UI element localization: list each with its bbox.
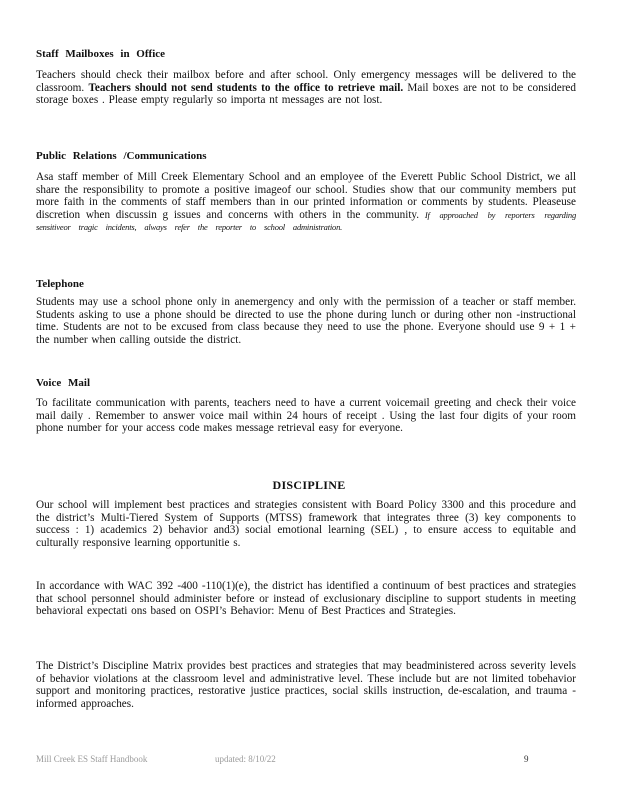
section-telephone: [36, 278, 576, 346]
paragraph-discipline-3: The District’s Discipline Matrix provides best practices and strategies that may beadministered across severity levels of behavior violations at the classroom level and administrative level. These include but are not limited tobehavior support and monitoring practices, restorative justice practices, social skills instruction, de-escalation, and trauma -informed approaches.: [36, 660, 576, 710]
bold-text-segment: Teachers should not send students to the office to retrieve mail.: [88, 81, 404, 94]
section-discipline-matrix: [36, 660, 576, 710]
paragraph-discipline-2: In accordance with WAC 392 -400 -110(1)(e), the district has identified a continuum of best practices and strategies that school personnel should administer before or instead of exclusionary discipline to support students in meeting behavioral expectati ons based on OSPI’s Behavior: Menu of Best Practices and Strategies.: [36, 580, 576, 618]
text-segment: Mail boxes are not to be considered storage boxes . Please empty regularly so importa nt messages are not lost.: [36, 81, 576, 107]
section-discipline-wac: [36, 580, 576, 618]
heading-public-relations: Public Relations /Communications: [36, 150, 207, 162]
section-public-relations: [36, 150, 576, 234]
section-staff-mailboxes: [36, 48, 576, 107]
footer-page-number: 9: [524, 754, 529, 764]
footer-handbook-title: Mill Creek ES Staff Handbook: [36, 754, 148, 764]
heading-discipline: DISCIPLINE: [272, 478, 346, 492]
heading-telephone: Telephone: [36, 278, 84, 290]
paragraph-discipline-1: Our school will implement best practices and strategies consistent with Board Policy 3300 and this procedure and the district’s Multi-Tiered System of Supports (MTSS) framework that integrates three (3) key components to success : 1) academics 2) behavior and3) social emotional learning (SEL) , to ensure access to equitable and culturally responsive learning opportunitie s.: [36, 499, 576, 549]
heading-voice-mail: Voice Mail: [36, 377, 90, 389]
section-voice-mail: [36, 377, 576, 435]
paragraph-telephone: Students may use a school phone only in anemergency and only with the permission of a teacher or staff member. Students asking to use a phone should be directed to use the phone during lunch or during other non -instructional time. Students are not to be excused from class because they need to use the phone. Everyone should use 9 + 1 + the number when calling outside the district.: [36, 296, 576, 346]
footer-updated-date: updated: 8/10/22: [215, 754, 276, 764]
paragraph-voice-mail: To facilitate communication with parents, teachers need to have a current voicemail greeting and check their voice mail daily . Remember to answer voice mail within 24 hours of receipt . Using the last four digits of your room phone number for your access code makes message retrieval easy for everyone.: [36, 397, 576, 435]
text-segment: Teachers should check their mailbox before and after school. Only emergency messages will be delivered to the classroom.: [36, 69, 576, 94]
paragraph-public-relations: [36, 171, 576, 234]
italic-text-segment: If approached by reporters regarding sensitiveor tragic incidents, always refer the reporter to school administration.: [36, 209, 576, 233]
text-segment: Asa staff member of Mill Creek Elementary School and an employee of the Everett Public School District, we all share the responsibility to promote a positive imageof our school. Studies show that our community members put more faith in the comments of staff members than in our printed information or comments by students. Pleaseuse discretion when discussin g issues and concerns with others in the community.: [36, 171, 576, 221]
paragraph-staff-mailboxes: [36, 69, 576, 107]
section-discipline-intro: [36, 499, 576, 549]
heading-staff-mailboxes: Staff Mailboxes in Office: [36, 48, 166, 60]
